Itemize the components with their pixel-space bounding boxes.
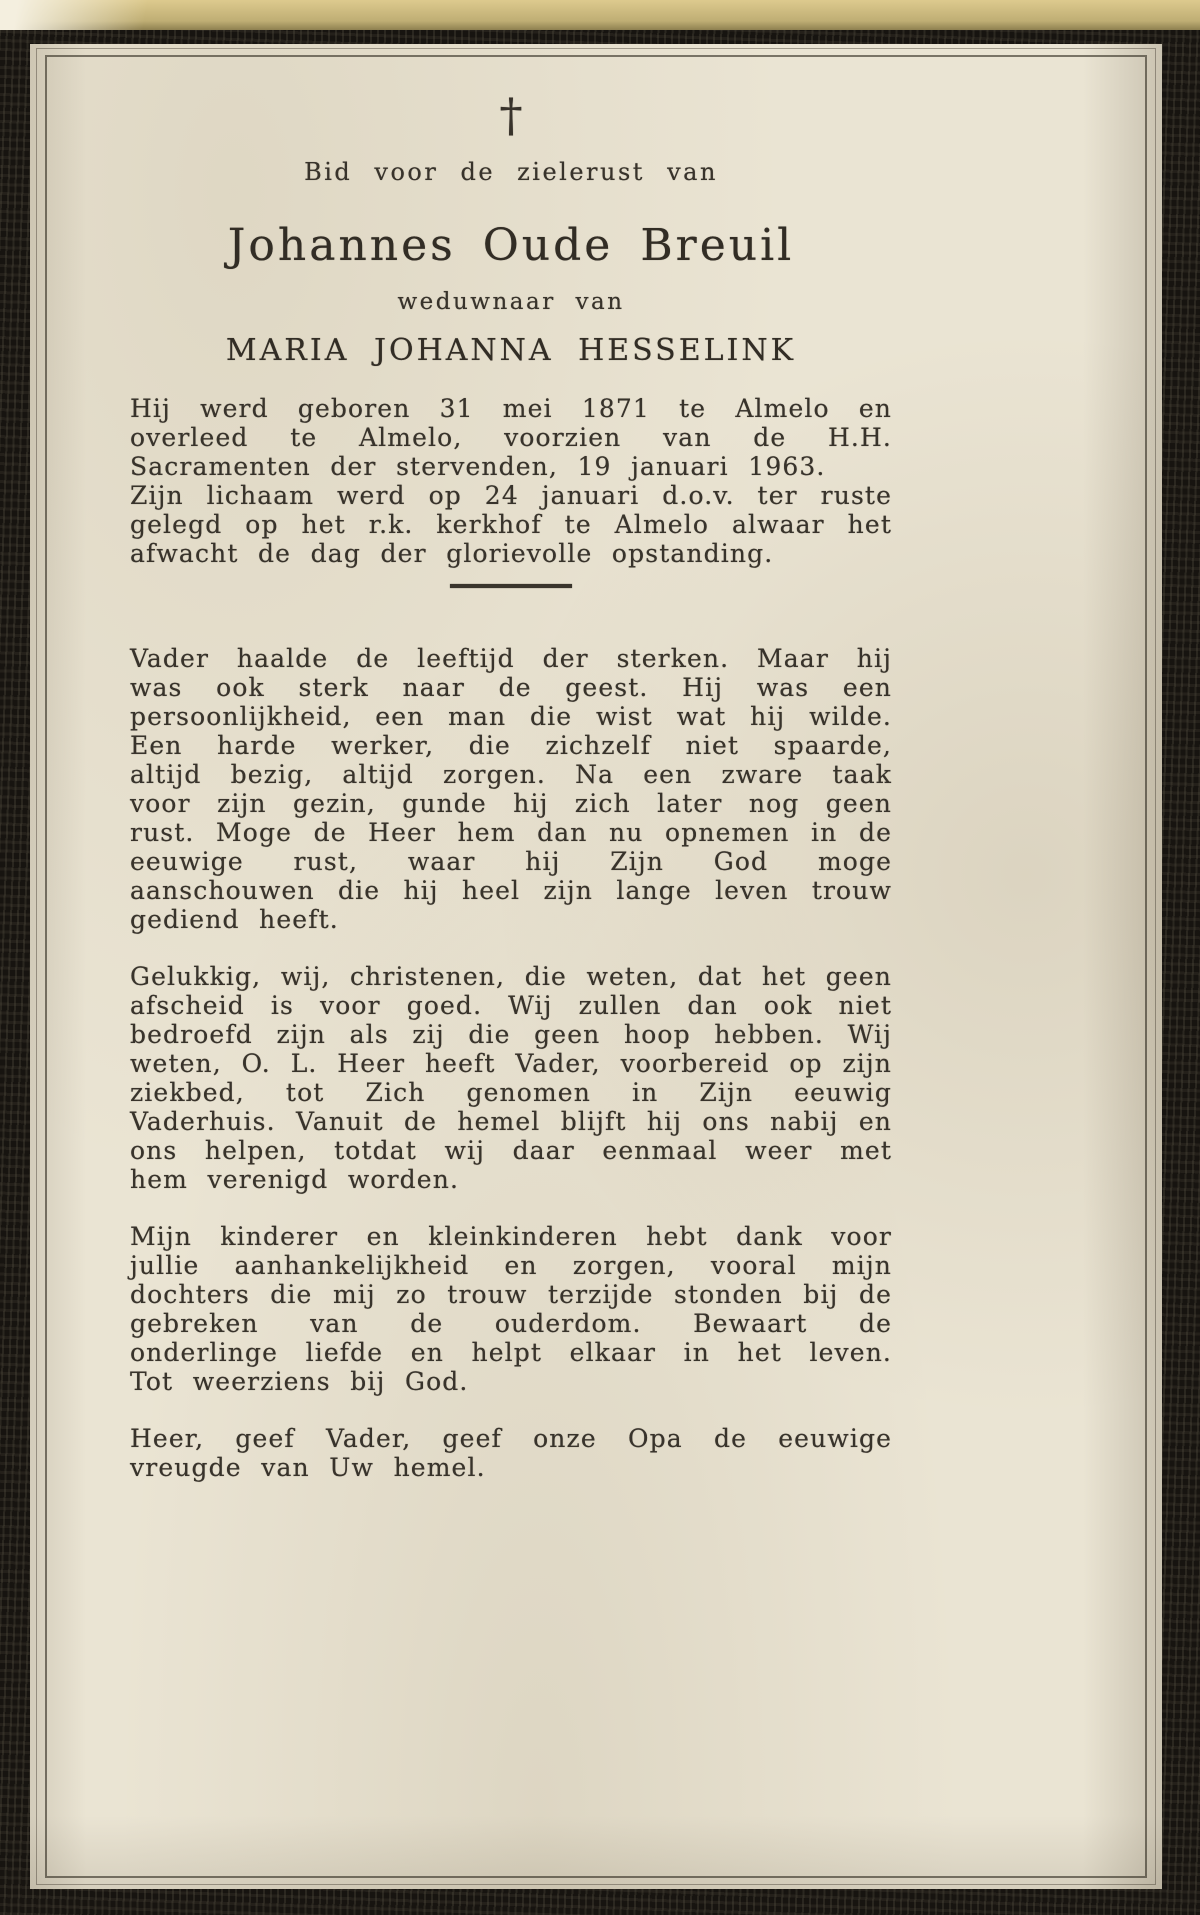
memorial-text bbox=[130, 644, 892, 1482]
section-divider bbox=[450, 584, 572, 588]
burial-text: Zijn lichaam werd op 24 januari d.o.v. ter ruste gelegd op het r.k. kerkhof te Almelo alwaar het afwacht de dag der glorievolle opstanding. bbox=[130, 481, 892, 568]
memorial-paragraph: Mijn kinderer en kleinkinderen hebt dank voor jullie aanhankelijkheid en zorgen, vooral mijn dochters die mij zo trouw terzijde stonden bij de gebreken van de ouderdom. Bewaart de onderlinge liefde en helpt elkaar in het leven. Tot weerziens bij God. bbox=[130, 1222, 892, 1396]
memorial-paragraph: Vader haalde de leeftijd der sterken. Maar hij was ook sterk naar de geest. Hij was een persoonlijkheid, een man die wist wat hij wilde. Een harde werker, die zichzelf niet spaarde, altijd bezig, altijd zorgen. Na een zware taak voor zijn gezin, gunde hij zich later nog geen rust. Moge de Heer hem dan nu opnemen in de eeuwige rust, waar hij Zijn God moge aanschouwen die hij heel zijn lange leven trouw gediend heeft. bbox=[130, 644, 892, 934]
relation-line: weduwnaar van bbox=[397, 289, 625, 315]
prayer-intro: Bid voor de zielerust van bbox=[304, 158, 718, 186]
vital-dates bbox=[130, 394, 892, 568]
scan-top-edge bbox=[0, 0, 1200, 30]
memorial-paragraph: Gelukkig, wij, christenen, die weten, dat het geen afscheid is voor goed. Wij zullen dan ook niet bedroefd zijn als zij die geen hoop hebben. Wij weten, O. L. Heer heeft Vader, voorbereid op zijn ziekbed, tot Zich genomen in Zijn eeuwig Vaderhuis. Vanuit de hemel blijft hij ons nabij en ons helpen, totdat wij daar eenmaal weer met hem verenigd worden. bbox=[130, 962, 892, 1194]
card-content bbox=[130, 88, 892, 1482]
deceased-name: Johannes Oude Breuil bbox=[227, 220, 795, 271]
spouse-name: MARIA JOHANNA HESSELINK bbox=[225, 333, 797, 368]
cross-icon: † bbox=[499, 88, 523, 142]
birth-death-text: Hij werd geboren 31 mei 1871 te Almelo en overleed te Almelo, voorzien van de H.H. Sacramenten der stervenden, 19 januari 1963. bbox=[130, 394, 892, 481]
card-paper bbox=[30, 44, 1162, 1889]
memorial-paragraph: Heer, geef Vader, geef onze Opa de eeuwige vreugde van Uw hemel. bbox=[130, 1424, 892, 1482]
